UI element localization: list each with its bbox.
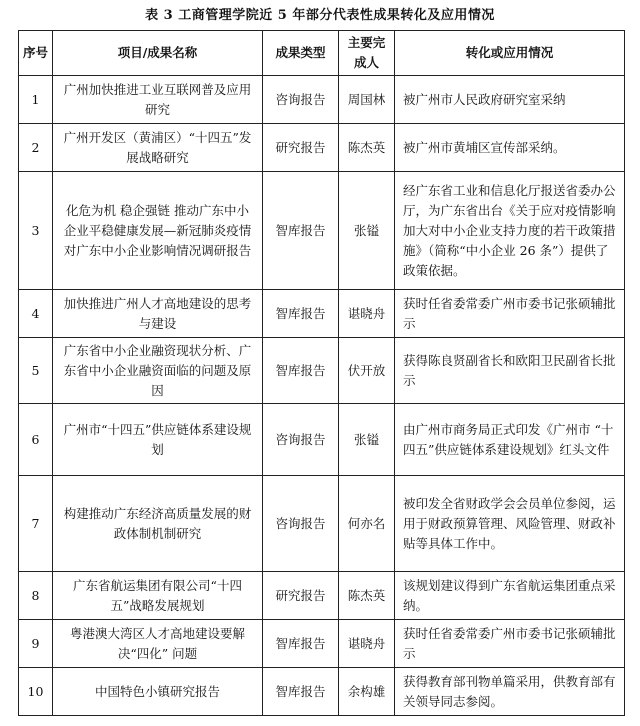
cell-type: 咨询报告 [263, 404, 339, 476]
cell-author: 张镒 [339, 172, 395, 290]
cell-type: 智库报告 [263, 338, 339, 404]
cell-author: 谌晓舟 [339, 290, 395, 338]
cell-author: 周国林 [339, 76, 395, 124]
cell-name: 广州加快推进工业互联网普及应用研究 [53, 76, 263, 124]
cell-author: 张镒 [339, 404, 395, 476]
cell-author: 何亦名 [339, 476, 395, 572]
cell-author: 伏开放 [339, 338, 395, 404]
table-row [19, 572, 625, 620]
cell-name: 粤港澳大湾区人才高地建设要解决“四化” 问题 [53, 620, 263, 668]
cell-seq: 6 [19, 404, 53, 476]
cell-author: 余构雄 [339, 668, 395, 716]
header-type: 成果类型 [263, 31, 339, 76]
table-row [19, 620, 625, 668]
cell-type: 咨询报告 [263, 476, 339, 572]
cell-type: 智库报告 [263, 290, 339, 338]
header-seq: 序号 [19, 31, 53, 76]
cell-application: 该规划建议得到广东省航运集团重点采纳。 [395, 572, 625, 620]
table-header-row [19, 31, 625, 76]
cell-application: 由广州市商务局正式印发《广州市 “十四五”供应链体系建设规划》红头文件 [395, 404, 625, 476]
cell-type: 研究报告 [263, 124, 339, 172]
cell-application: 获得教育部刊物单篇采用，供教育部有关领导同志参阅。 [395, 668, 625, 716]
cell-author: 谌晓舟 [339, 620, 395, 668]
cell-author: 陈杰英 [339, 572, 395, 620]
header-application: 转化或应用情况 [395, 31, 625, 76]
header-name: 项目/成果名称 [53, 31, 263, 76]
cell-name: 广州市“十四五”供应链体系建设规划 [53, 404, 263, 476]
cell-application: 被广州市黄埔区宣传部采纳。 [395, 124, 625, 172]
cell-name: 化危为机 稳企强链 推动广东中小企业平稳健康发展—新冠肺炎疫情对广东中小企业影响情况调研报告 [53, 172, 263, 290]
cell-seq: 5 [19, 338, 53, 404]
cell-application: 获时任省委常委广州市委书记张硕辅批示 [395, 620, 625, 668]
cell-type: 智库报告 [263, 172, 339, 290]
table-row [19, 404, 625, 476]
table-row [19, 668, 625, 716]
cell-name: 构建推动广东经济高质量发展的财政体制机制研究 [53, 476, 263, 572]
cell-seq: 4 [19, 290, 53, 338]
cell-author: 陈杰英 [339, 124, 395, 172]
cell-seq: 9 [19, 620, 53, 668]
cell-seq: 3 [19, 172, 53, 290]
table-row [19, 172, 625, 290]
cell-application: 被印发全省财政学会会员单位参阅，运用于财政预算管理、风险管理、财政补贴等具体工作中。 [395, 476, 625, 572]
table-row [19, 476, 625, 572]
cell-type: 智库报告 [263, 668, 339, 716]
cell-seq: 10 [19, 668, 53, 716]
cell-seq: 7 [19, 476, 53, 572]
cell-application: 被广州市人民政府研究室采纳 [395, 76, 625, 124]
table-caption: 表 3 工商管理学院近 5 年部分代表性成果转化及应用情况 [145, 8, 495, 23]
cell-name: 加快推进广州人才高地建设的思考与建设 [53, 290, 263, 338]
table-row [19, 76, 625, 124]
cell-type: 咨询报告 [263, 76, 339, 124]
cell-name: 中国特色小镇研究报告 [53, 668, 263, 716]
cell-application: 获得陈良贤副省长和欧阳卫民副省长批示 [395, 338, 625, 404]
cell-seq: 2 [19, 124, 53, 172]
cell-type: 智库报告 [263, 620, 339, 668]
cell-seq: 8 [19, 572, 53, 620]
cell-name: 广东省中小企业融资现状分析、广东省中小企业融资面临的问题及原因 [53, 338, 263, 404]
cell-name: 广东省航运集团有限公司“十四五”战略发展规划 [53, 572, 263, 620]
cell-application: 获时任省委常委广州市委书记张硕辅批示 [395, 290, 625, 338]
table-row [19, 124, 625, 172]
cell-seq: 1 [19, 76, 53, 124]
results-table [18, 30, 625, 716]
cell-application: 经广东省工业和信息化厅报送省委办公厅，为广东省出台《关于应对疫情影响加大对中小企业支持力度的若干政策措施》（简称“中小企业 26 条”）提供了政策依据。 [395, 172, 625, 290]
header-author: 主要完成人 [339, 31, 395, 76]
cell-name: 广州开发区（黄浦区）“十四五”发展战略研究 [53, 124, 263, 172]
table-row [19, 338, 625, 404]
cell-type: 研究报告 [263, 572, 339, 620]
table-row [19, 290, 625, 338]
